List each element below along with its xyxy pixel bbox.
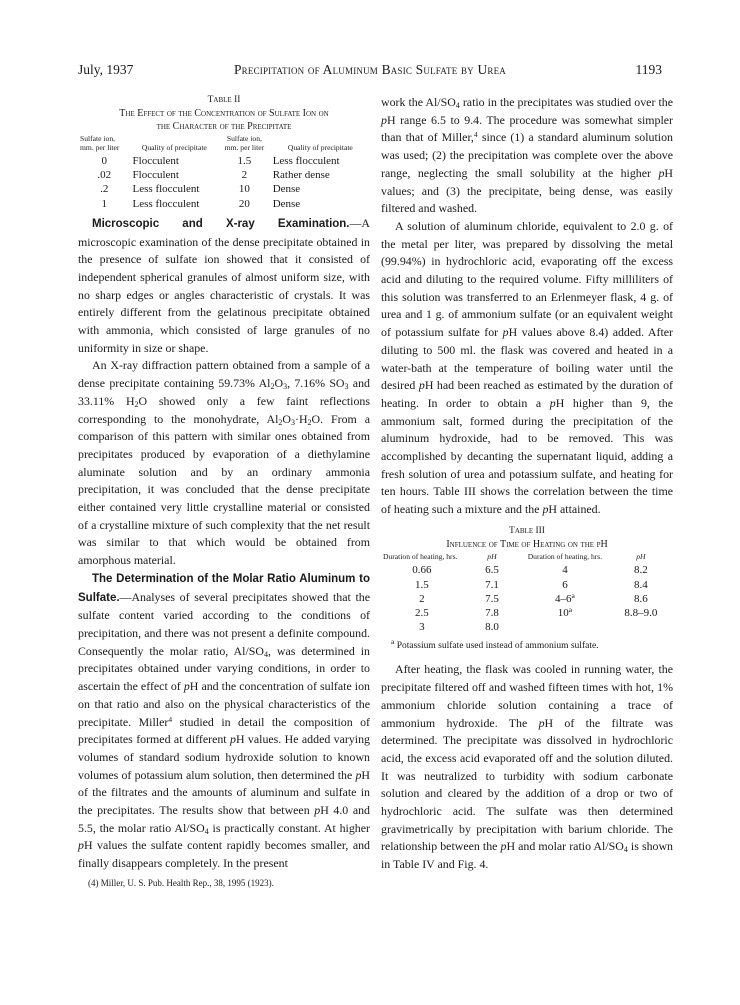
footnote-miller: (4) Miller, U. S. Pub. Health Rep., 38, 1995 (1923). bbox=[88, 877, 274, 888]
text-run: H values; and (3) the precipitate, being dense, was easily filtered and washed. bbox=[381, 165, 673, 216]
table-cell: 2 bbox=[419, 592, 425, 605]
table-cell: .2 bbox=[100, 183, 109, 196]
section-heading-microscopic: Microscopic and X-ray Examination. bbox=[92, 217, 350, 230]
subscript: 2 bbox=[278, 417, 283, 427]
text-run: H values above 8.4) added. After diluting to 500 ml. the flask was covered and heated in a water-bath at the temperature of boiling water until the desired bbox=[381, 325, 673, 393]
subscript: 2 bbox=[307, 417, 312, 427]
text-run: H and molar ratio Al/SO bbox=[506, 839, 624, 854]
subscript: 3 bbox=[291, 417, 295, 427]
table3-title: Influence of Time of Heating on the pH bbox=[446, 538, 608, 550]
text-run: After heating, the flask was cooled in running water, the precipitate filtered off and washed fifteen times with hot, 1% ammonium chloride solution containing a trace of ammonium hydroxide. The bbox=[381, 662, 673, 730]
text-run: is practically constant. At higher bbox=[208, 820, 370, 835]
paragraph-continuation bbox=[381, 94, 673, 218]
footnote-marker: a bbox=[391, 637, 395, 647]
table-cell: 7.5 bbox=[485, 592, 499, 605]
table-cell: 0 bbox=[101, 155, 108, 167]
text-run: H of the filtrates and the amounts of aluminum and sulfate in the precipitates. The results show that between bbox=[78, 767, 370, 818]
paragraph-procedure bbox=[381, 218, 673, 519]
running-header bbox=[78, 62, 662, 82]
italic-p: p bbox=[78, 838, 84, 853]
table-cell: Less flocculent bbox=[132, 183, 200, 196]
table-cell: 2 bbox=[241, 169, 248, 182]
italic-p: p bbox=[183, 679, 190, 694]
subscript: 4 bbox=[455, 101, 460, 110]
italic-p: p bbox=[418, 378, 425, 393]
table3-header-ph-2: pH bbox=[636, 551, 646, 561]
table-cell: 7.8 bbox=[485, 606, 499, 619]
table-cell: 0.66 bbox=[412, 564, 432, 577]
table3-header-row bbox=[381, 553, 673, 564]
italic-p: p bbox=[381, 112, 387, 127]
text-run: is shown in Table IV and Fig. 4. bbox=[381, 839, 673, 872]
text-run: H values the sulfate content rapidly becomes smaller, and finally disappears completely. In the present bbox=[78, 838, 370, 871]
subscript: 4 bbox=[623, 845, 628, 855]
cell-value: 4–6 bbox=[555, 592, 572, 605]
table3-label: Table III bbox=[509, 525, 545, 536]
text-run: A solution of aluminum chloride, equivalent to 2.0 g. of the metal per liter, was prepared by dissolving the metal (99.94%) in hydrochloric acid, evaporating off the excess acid and diluting to the required volume. Fifty milliliters of this solution was transferred to an Erlenmeyer flask, 4 g. of urea and 1 g. of ammonium sulfate (or an equivalent weight of potassium sulfate for bbox=[381, 218, 673, 340]
table2-header-sulfate-2: Sulfate ion, mm. per liter bbox=[224, 134, 265, 152]
table-cell: 8.8–9.0 bbox=[624, 606, 658, 619]
left-column bbox=[78, 94, 370, 890]
text-run: ·H bbox=[295, 411, 308, 426]
table-cell: 1.5 bbox=[237, 155, 252, 167]
table-cell: 7.1 bbox=[485, 578, 499, 591]
table2-title-line1: The Effect of the Concentration of Sulfate Ion on bbox=[119, 108, 329, 119]
table-cell bbox=[521, 620, 609, 634]
table3-header-duration-1: Duration of heating, hrs. bbox=[383, 551, 458, 561]
text-run: , was determined in precipitates obtained under varying conditions, in order to ascertain the effect of bbox=[78, 643, 370, 694]
text-run: and 33.11% H bbox=[78, 376, 370, 408]
paragraph-molar-ratio bbox=[78, 570, 370, 873]
text-run: H values. He added varying volumes of standard sodium hydroxide solution to known volumes of potassium alum solution, then determined the bbox=[78, 732, 370, 782]
table3-header-ph-1: pH bbox=[487, 551, 497, 561]
table-row bbox=[78, 154, 370, 168]
paragraph-text: —A microscopic examination of the dense precipitate obtained in the presence of sulfate ion showed that it consisted of independent spherical granules of almost uniform size, with no sharp edges or angles characteristic of crystals. It was entirely different from the gelatinous precipitate obtained with ammonia, which consisted of large granules of no uniformity in size or shape. bbox=[78, 215, 370, 355]
table3-header-duration-2: Duration of heating, hrs. bbox=[527, 551, 603, 561]
table-cell: 6 bbox=[562, 578, 568, 591]
table-cell: 3 bbox=[419, 621, 425, 634]
footnote-marker: a bbox=[568, 604, 573, 614]
subscript: 4 bbox=[263, 649, 268, 659]
text-run: O bbox=[282, 411, 291, 426]
table-cell: .02 bbox=[97, 169, 112, 182]
table-cell: Dense bbox=[272, 183, 301, 196]
table-cell: Less flocculent bbox=[272, 155, 340, 167]
italic-p: p bbox=[502, 325, 509, 340]
table-cell: Rather dense bbox=[272, 169, 330, 182]
table3-footnote bbox=[381, 637, 673, 653]
paragraph-microscopic bbox=[78, 215, 370, 358]
text-run: since (1) a standard aluminum solution was used; (2) the precipitation was complete over the above range, neglecting the small solubility at the higher bbox=[381, 130, 674, 180]
table2-label: Table II bbox=[207, 95, 241, 105]
subscript: 3 bbox=[344, 382, 349, 392]
italic-p: p bbox=[229, 732, 236, 747]
text-run: O bbox=[274, 376, 284, 391]
table-cell: Less flocculent bbox=[132, 197, 200, 210]
cell-value: 10 bbox=[557, 606, 569, 619]
paragraph-xray bbox=[78, 357, 370, 569]
table-cell: 8.0 bbox=[485, 621, 499, 634]
table-cell: Flocculent bbox=[132, 169, 179, 182]
text-run: studied in detail the composition of precipitates formed at different bbox=[78, 714, 370, 747]
table2-header-row bbox=[78, 135, 370, 154]
header-title: Precipitation of Aluminum Basic Sulfate by Urea bbox=[233, 62, 507, 77]
table-cell: 6.5 bbox=[485, 564, 499, 577]
table-cell bbox=[521, 592, 609, 606]
table2-header-sulfate-1: Sulfate ion, mm. per liter bbox=[80, 134, 120, 152]
header-page-number: 1193 bbox=[635, 62, 662, 77]
table2-header-quality-2: Quality of precipitate bbox=[287, 142, 353, 152]
reference-marker: 4 bbox=[168, 714, 173, 724]
text-run: , 7.16% SO bbox=[287, 376, 345, 391]
header-date: July, 1937 bbox=[78, 62, 134, 77]
subscript: 2 bbox=[270, 382, 275, 392]
italic-p: p bbox=[658, 165, 665, 180]
italic-p: p bbox=[500, 839, 507, 854]
italic-p: p bbox=[542, 502, 549, 517]
italic-p: p bbox=[355, 767, 362, 782]
table-row bbox=[78, 182, 370, 196]
table-cell: Flocculent bbox=[132, 155, 179, 167]
table-cell bbox=[609, 620, 673, 634]
table-cell: 8.6 bbox=[633, 592, 648, 605]
text-run: O. From a comparison of this pattern with similar ones obtained from precipitates produced by evaporation of a diethylamine aluminate solution and by an ordinary ammonia precipitation, it was concluded that the dense precipitate either contained very little crystalline material or consisted of a crystalline mixture of such complexity that the net result was similar to that which would be obtained from amorphous material. bbox=[78, 411, 370, 568]
subscript: 2 bbox=[134, 399, 139, 409]
text-run: —Analyses of several precipitates showed that the sulfate content varied according to the conditions of precipitation, and there was not present a definite compound. Consequently the molar ratio, Al/SO bbox=[78, 589, 370, 658]
section-heading-molar-ratio: The Determination of the Molar Ratio Aluminum to Sulfate. bbox=[78, 572, 370, 604]
table-cell: 1 bbox=[101, 197, 108, 210]
table-row bbox=[381, 606, 673, 620]
table-cell: 10 bbox=[238, 183, 250, 196]
paragraph-analysis bbox=[381, 661, 673, 873]
table-row bbox=[78, 197, 370, 211]
table-cell: 8.2 bbox=[633, 564, 648, 577]
table-cell: Dense bbox=[272, 197, 301, 210]
table-cell: 4 bbox=[562, 564, 568, 577]
table-cell: 20 bbox=[238, 197, 250, 210]
text-run: H attained. bbox=[548, 502, 601, 517]
text-run: H higher than 9, the ammonium salt, formed during the precipitation of the aluminum hydroxide, had to be removed. This was accomplished by decanting the supernatant liquid, adding a fresh solution of urea and potassium sulfate, and heating for ten hours. Table III shows the correlation between the time of heating such a mixture and the bbox=[381, 395, 673, 517]
subscript: 4 bbox=[204, 826, 209, 836]
footnote-marker: a bbox=[571, 590, 575, 600]
text-run: O showed only a few faint reflections corresponding to the monohydrate, Al bbox=[78, 393, 370, 426]
subscript: 3 bbox=[283, 382, 288, 392]
text-run: H and the concentration of sulfate ion on that ratio and also on the physical characteristics of the precipitate. Miller bbox=[78, 679, 371, 729]
table3-footnote-text: Potassium sulfate used instead of ammonium sulfate. bbox=[396, 641, 599, 652]
text-run: H had been reached as estimated by the duration of heating. In order to obtain a bbox=[381, 378, 673, 410]
table-row bbox=[381, 578, 673, 592]
text-run: H range 6.5 to 9.4. The procedure was somewhat simpler than that of Miller, bbox=[381, 112, 673, 145]
table-cell: 2.5 bbox=[415, 606, 429, 619]
text-run: work the Al/SO bbox=[381, 95, 456, 109]
table-row bbox=[381, 563, 673, 577]
table3 bbox=[381, 553, 673, 635]
table2 bbox=[78, 135, 370, 211]
table-row bbox=[78, 168, 370, 182]
text-run: H 4.0 and 5.5, the molar ratio Al/SO bbox=[78, 803, 370, 835]
text-run: An X-ray diffraction pattern obtained from a sample of a dense precipitate containing 59.73% Al bbox=[78, 358, 370, 391]
table2-title-line2: the Character of the Precipitate bbox=[156, 121, 292, 132]
table2-header-quality-1: Quality of precipitate bbox=[141, 142, 207, 152]
table-cell: 1.5 bbox=[415, 578, 429, 591]
table-row bbox=[381, 620, 673, 634]
italic-p: p bbox=[549, 395, 556, 410]
italic-p: p bbox=[314, 803, 321, 818]
italic-p: p bbox=[538, 715, 545, 730]
table-cell bbox=[521, 606, 609, 620]
table-row bbox=[381, 592, 673, 606]
text-run: H of the filtrate was determined. The precipitate was dissolved in hydrochloric acid, the excess acid evaporated off and the solution diluted. It was neutralized to turbidity with sodium carbonate solution and cleared by the addition of a drop or two of hydrochloric acid. The sulfate was then determined gravimetrically by precipitation with barium chloride. The relationship between the bbox=[381, 715, 673, 854]
table-cell: 8.4 bbox=[633, 578, 648, 591]
right-column bbox=[381, 94, 673, 874]
text-run: ratio in the precipitates was studied over the bbox=[459, 95, 673, 109]
reference-marker: 4 bbox=[473, 130, 478, 140]
